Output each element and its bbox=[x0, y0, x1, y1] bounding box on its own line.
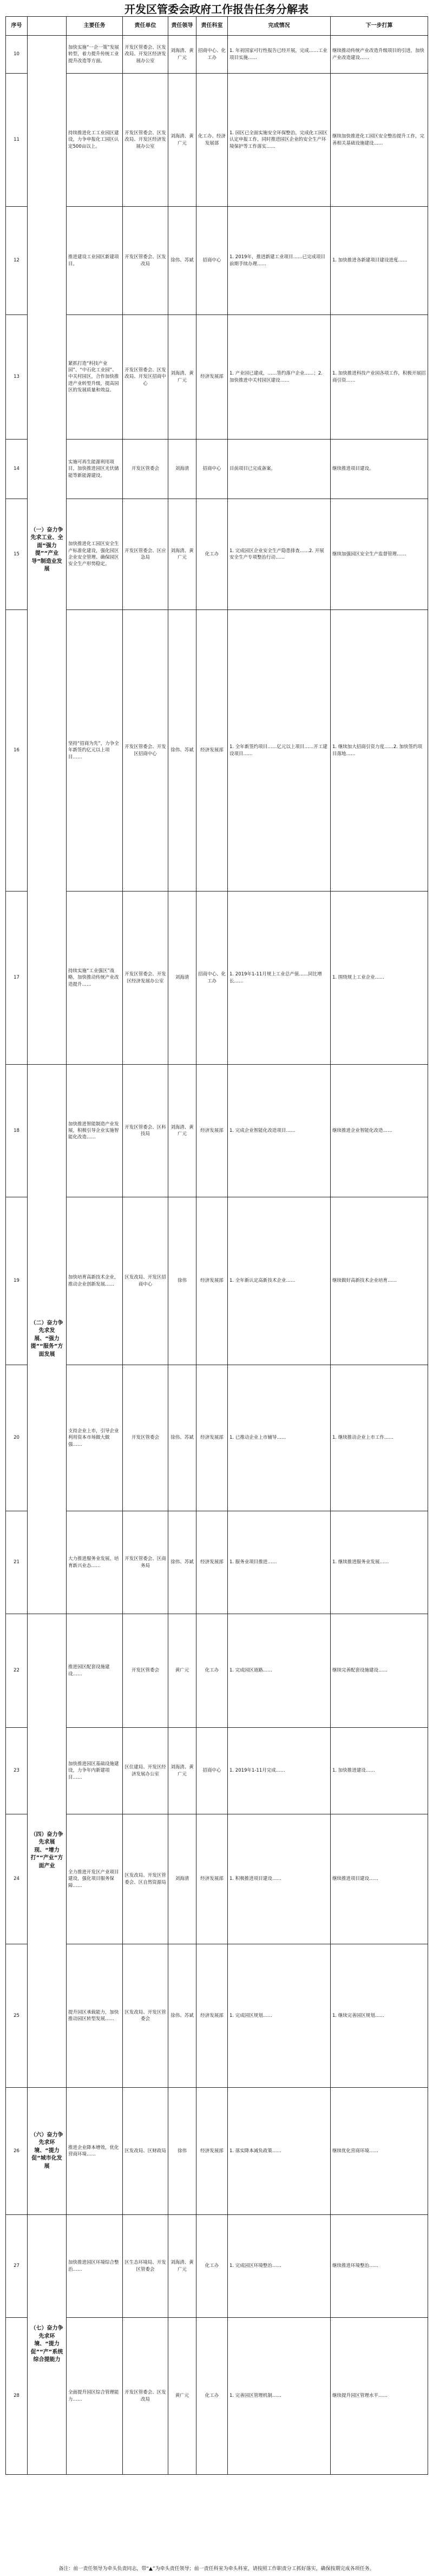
plan-cell: 1. 围绕规上工业企业…… bbox=[331, 892, 428, 1065]
status-cell: 1. 已推动企业上市辅导…… bbox=[228, 1365, 331, 1511]
plan-cell: 继续推进环境整治…… bbox=[331, 2215, 428, 2318]
row-number-cell: 15 bbox=[6, 499, 28, 610]
plan-cell: 1. 继续推动企业上市工作…… bbox=[331, 1365, 428, 1511]
row-number-cell: 23 bbox=[6, 1728, 28, 1814]
plan-cell: 1. 继续推进服务业发展…… bbox=[331, 1511, 428, 1614]
task-cell: 大力推进服务业发展，培育新兴业态…… bbox=[67, 1511, 123, 1614]
plan-cell: 继续加强园区安全生产监督管理…… bbox=[331, 499, 428, 610]
leader-cell: 刘海清、黄广元 bbox=[168, 1065, 196, 1197]
table-row bbox=[6, 74, 428, 207]
footnote: 备注：前一责任领导为牵头负责同志，带“▲”为牵头责任领导；前一责任科室为牵头科室，请按照工作职责分工抓好落实，确保按期完成各项任务。 bbox=[58, 2566, 375, 2572]
dept-cell: 经济发展部 bbox=[196, 1944, 228, 2088]
task-cell: 全力推进开发区产业项目建设，强化项目服务保障…… bbox=[67, 1814, 123, 1944]
category-cell: （四）奋力争先求展现、“增力打”“产业”方面产业 bbox=[28, 1614, 67, 2088]
unit-cell: 开发区管委会 bbox=[123, 1365, 168, 1511]
row-number-cell: 10 bbox=[6, 36, 28, 74]
status-cell: 1. 完成园区环境整治…… bbox=[228, 2215, 331, 2318]
plan-cell: 继续推进企业智能化改造…… bbox=[331, 1065, 428, 1197]
unit-cell: 区发改局、开发区管委会、区自然资源局 bbox=[123, 1814, 168, 1944]
table-header-row bbox=[6, 17, 428, 36]
unit-cell: 区发改局、开发区管委会 bbox=[123, 1944, 168, 2088]
plan-cell: 继续做好高新技术企业培育…… bbox=[331, 1197, 428, 1365]
table-row bbox=[6, 315, 428, 440]
dept-cell: 招商中心、化工办 bbox=[196, 892, 228, 1065]
unit-cell: 区生态环境局、开发区管委会 bbox=[123, 2215, 168, 2318]
status-cell: 1. 服务业项目推进…… bbox=[228, 1511, 331, 1614]
row-number-cell: 20 bbox=[6, 1365, 28, 1511]
row-number-cell: 12 bbox=[6, 207, 28, 315]
task-cell: 提升园区承载能力，加快推动园区转型发展…… bbox=[67, 1944, 123, 2088]
table-row bbox=[6, 36, 428, 74]
dept-cell: 化工办 bbox=[196, 1614, 228, 1728]
header-status: 完成情况 bbox=[228, 17, 331, 36]
leader-cell: 徐伟、苏斌 bbox=[168, 1944, 196, 2088]
table-body bbox=[6, 36, 428, 2475]
plan-cell: 继续加快推进化工园区安全整治提升工作，完善相关基础设施建设…… bbox=[331, 74, 428, 207]
header-dept: 责任科室 bbox=[196, 17, 228, 36]
category-cell: （二）奋力争先求发展、“强力提”“服务”方面发展 bbox=[28, 1065, 67, 1614]
table-row bbox=[6, 207, 428, 315]
dept-cell: 经济发展部 bbox=[196, 610, 228, 892]
plan-cell: 继续推动传统产业改造升级项目的引进，加快产业改造建设…… bbox=[331, 36, 428, 74]
unit-cell: 开发区管委会 bbox=[123, 1614, 168, 1728]
header-leader: 责任领导 bbox=[168, 17, 196, 36]
dept-cell: 招商中心、化工办 bbox=[196, 36, 228, 74]
task-cell: 加快实施“一企一策”发展转型，着力提升传统工业提升改造等方面。 bbox=[67, 36, 123, 74]
unit-cell: 开发区管委会、区科技局 bbox=[123, 1065, 168, 1197]
category-cell: （六）奋力争先求环境、“提力促”城市化发展 bbox=[28, 2088, 67, 2215]
plan-cell: 1. 加快推进各新建项目建设进度…… bbox=[331, 207, 428, 315]
task-cell: 推进园区配套设施建设…… bbox=[67, 1614, 123, 1728]
category-cell: （一）奋力争先求工业、全面“强力提”“产业导”制造业发展 bbox=[28, 36, 67, 1065]
table-row bbox=[6, 1065, 428, 1197]
task-cell: 坚持“招商为先”，力争全年新签约亿元以上项目…… bbox=[67, 610, 123, 892]
table-row bbox=[6, 2318, 428, 2475]
table-row bbox=[6, 1197, 428, 1365]
status-cell: 1. 全年新认定高新技术企业…… bbox=[228, 1197, 331, 1365]
row-number-cell: 24 bbox=[6, 1814, 28, 1944]
task-cell: 推进企业降本增效，优化营商环境…… bbox=[67, 2088, 123, 2215]
dept-cell: 经济发展部 bbox=[196, 1814, 228, 1944]
task-cell: 推进建设工业园区新建项目。 bbox=[67, 207, 123, 315]
header-category bbox=[28, 17, 67, 36]
task-cell: 紧抓打造“科技产业园”、“中石化工业园”、中关村园区，合作加快推进产业转型升级，提高园区的发展质量和效益。 bbox=[67, 315, 123, 440]
task-cell: 持续实施“工业强区”战略，加快推动传统产业改造提升…… bbox=[67, 892, 123, 1065]
task-cell: 加快推进园区基础设施建设，力争年内新建项目…… bbox=[67, 1728, 123, 1814]
dept-cell: 经济发展部 bbox=[196, 1197, 228, 1365]
row-number-cell: 16 bbox=[6, 610, 28, 892]
status-cell: 1. 2019年1-11月完成…… bbox=[228, 1728, 331, 1814]
category-cell: （七）奋力争先求环境、“提力促”“产”系统综合提能力 bbox=[28, 2215, 67, 2475]
dept-cell: 经济发展部 bbox=[196, 1511, 228, 1614]
row-number-cell: 14 bbox=[6, 440, 28, 499]
plan-cell: 1. 加快推进科技产业园各项工作，积极开展招商引资…… bbox=[331, 315, 428, 440]
status-cell: 目前项目已完成备案。 bbox=[228, 440, 331, 499]
status-cell: 1. 全年新签约项目……亿元以上项目……开工建设项目…… bbox=[228, 610, 331, 892]
leader-cell: 刘海清、黄广元 bbox=[168, 36, 196, 74]
unit-cell: 区发改局、开发区招商中心 bbox=[123, 1197, 168, 1365]
task-cell: 支持企业上市，引导企业利用资本市场做大做强…… bbox=[67, 1365, 123, 1511]
leader-cell: 徐伟、苏斌 bbox=[168, 1511, 196, 1614]
dept-cell: 招商中心 bbox=[196, 440, 228, 499]
unit-cell: 开发区管委会、区发改局、开发区招商中心 bbox=[123, 315, 168, 440]
leader-cell: 刘海清、黄广元 bbox=[168, 74, 196, 207]
dept-cell: 招商中心 bbox=[196, 1728, 228, 1814]
plan-cell: 继续优化营商环境…… bbox=[331, 2088, 428, 2215]
dept-cell: 招商中心 bbox=[196, 207, 228, 315]
leader-cell: 刘海清 bbox=[168, 440, 196, 499]
unit-cell: 开发区管委会、区商务局 bbox=[123, 1511, 168, 1614]
unit-cell: 区发改局、区财政局 bbox=[123, 2088, 168, 2215]
table-row bbox=[6, 892, 428, 1065]
unit-cell: 开发区管委会、区发改局 bbox=[123, 207, 168, 315]
plan-cell: 1. 继续完善园区规划…… bbox=[331, 1944, 428, 2088]
status-cell: 1. 园区已全面实施安全环保整治，完成化工园区认定申报工作，同时推进园区企业的安全生产环境保护等工作落实…… bbox=[228, 74, 331, 207]
task-cell: 加快培育高新技术企业，推动企业创新发展…… bbox=[67, 1197, 123, 1365]
unit-cell: 区住建局、开发区经济发展办公室 bbox=[123, 1728, 168, 1814]
table-row bbox=[6, 2215, 428, 2318]
status-cell: 1. 落实降本减负政策…… bbox=[228, 2088, 331, 2215]
task-table bbox=[5, 16, 428, 2475]
table-row bbox=[6, 1944, 428, 2088]
leader-cell: 刘海清 bbox=[168, 892, 196, 1065]
header-unit: 责任单位 bbox=[123, 17, 168, 36]
table-row bbox=[6, 499, 428, 610]
dept-cell: 化工办 bbox=[196, 2318, 228, 2475]
dept-cell: 化工办、经济发展部 bbox=[196, 74, 228, 207]
unit-cell: 开发区管委会、开发区经济发展办公室 bbox=[123, 892, 168, 1065]
leader-cell: 黄广元 bbox=[168, 1614, 196, 1728]
task-cell: 持续推进化工工业园区建设，力争申报化工园区认定500亩以上。 bbox=[67, 74, 123, 207]
unit-cell: 开发区管委会、区发改局、开发区经济发展办公室 bbox=[123, 36, 168, 74]
page-title: 开发区管委会政府工作报告任务分解表 bbox=[124, 3, 309, 16]
status-cell: 1. 完成园区企业安全生产隐患排查……2. 开展安全生产专项整治行动…… bbox=[228, 499, 331, 610]
dept-cell: 化工办 bbox=[196, 499, 228, 610]
status-cell: 1. 2019年，推进新建工业项目……已完成项目前期手续办理…… bbox=[228, 207, 331, 315]
leader-cell: 徐伟 bbox=[168, 1197, 196, 1365]
status-cell: 1. 产业园已建成，……签约落户企业……；2. 加快推进中关村园区建设…… bbox=[228, 315, 331, 440]
status-cell: 1. 2019年1-11月规上工业总产值……同比增长…… bbox=[228, 892, 331, 1065]
status-cell: 1. 完成园区道路…… bbox=[228, 1614, 331, 1728]
table-row bbox=[6, 1814, 428, 1944]
plan-cell: 1. 继续加大招商引资力度……2. 加快签约项目落地…… bbox=[331, 610, 428, 892]
table-row bbox=[6, 1511, 428, 1614]
task-cell: 加快推进化工园区安全生产标准化建设，强化园区企业安全管理、确保园区安全生产形势稳定。 bbox=[67, 499, 123, 610]
unit-cell: 开发区管委会、区发改局、开发区经济发展办公室 bbox=[123, 74, 168, 207]
plan-cell: 继续推进项目建设。 bbox=[331, 440, 428, 499]
leader-cell: 徐伟 bbox=[168, 2088, 196, 2215]
row-number-cell: 19 bbox=[6, 1197, 28, 1365]
leader-cell: 黄广元 bbox=[168, 2318, 196, 2475]
row-number-cell: 25 bbox=[6, 1944, 28, 2088]
table-row bbox=[6, 2088, 428, 2215]
task-cell: 全面提升园区综合管理能力…… bbox=[67, 2318, 123, 2475]
leader-cell: 徐伟、苏斌 bbox=[168, 1365, 196, 1511]
status-cell: 1. 完成企业智能化改造项目…… bbox=[228, 1065, 331, 1197]
leader-cell: 刘海清、黄广元 bbox=[168, 499, 196, 610]
row-number-cell: 18 bbox=[6, 1065, 28, 1197]
table-row bbox=[6, 440, 428, 499]
plan-cell: 1. 加快推进建设…… bbox=[331, 1728, 428, 1814]
row-number-cell: 17 bbox=[6, 892, 28, 1065]
row-number-cell: 22 bbox=[6, 1614, 28, 1728]
unit-cell: 开发区管委会 bbox=[123, 440, 168, 499]
dept-cell: 经济发展部 bbox=[196, 1365, 228, 1511]
row-number-cell: 27 bbox=[6, 2215, 28, 2318]
dept-cell: 经济发展部 bbox=[196, 1065, 228, 1197]
table-row bbox=[6, 1728, 428, 1814]
header-plan: 下一步打算 bbox=[331, 17, 428, 36]
dept-cell: 经济发展部 bbox=[196, 315, 228, 440]
dept-cell: 经济发展部 bbox=[196, 2088, 228, 2215]
table-row bbox=[6, 1365, 428, 1511]
table-row bbox=[6, 1614, 428, 1728]
unit-cell: 开发区管委会、区发改局 bbox=[123, 2318, 168, 2475]
plan-cell: 继续推进项目建设…… bbox=[331, 1814, 428, 1944]
header-task: 主要任务 bbox=[67, 17, 123, 36]
status-cell: 1. 完成园区规划…… bbox=[228, 1944, 331, 2088]
row-number-cell: 21 bbox=[6, 1511, 28, 1614]
dept-cell: 化工办 bbox=[196, 2215, 228, 2318]
header-no: 序号 bbox=[6, 17, 28, 36]
leader-cell: 刘海清 bbox=[168, 1814, 196, 1944]
row-number-cell: 26 bbox=[6, 2088, 28, 2215]
row-number-cell: 13 bbox=[6, 315, 28, 440]
leader-cell: 刘海清、黄广元 bbox=[168, 2215, 196, 2318]
status-cell: 1. 年初国家可行性报告已经开展，完成……工业项目实施…… bbox=[228, 36, 331, 74]
leader-cell: 刘海清、黄广元 bbox=[168, 1728, 196, 1814]
leader-cell: 徐伟、苏斌 bbox=[168, 610, 196, 892]
table-row bbox=[6, 610, 428, 892]
task-cell: 加快推进智能制造产业发展，积极引导企业实施智能化改造…… bbox=[67, 1065, 123, 1197]
leader-cell: 刘海清、黄广元 bbox=[168, 315, 196, 440]
row-number-cell: 11 bbox=[6, 74, 28, 207]
status-cell: 1. 完善园区管理机制…… bbox=[228, 2318, 331, 2475]
unit-cell: 开发区管委会、区应急局 bbox=[123, 499, 168, 610]
task-cell: 实施可再生能源利用项目，加快推进园区光伏储能等新能源建设。 bbox=[67, 440, 123, 499]
task-cell: 加快推进园区环境综合整治…… bbox=[67, 2215, 123, 2318]
row-number-cell: 28 bbox=[6, 2318, 28, 2475]
leader-cell: 徐伟、苏斌 bbox=[168, 207, 196, 315]
status-cell: 1. 积极推进项目建设…… bbox=[228, 1814, 331, 1944]
unit-cell: 开发区管委会、开发区招商中心 bbox=[123, 610, 168, 892]
plan-cell: 继续完善配套设施建设…… bbox=[331, 1614, 428, 1728]
plan-cell: 继续提升园区管理水平…… bbox=[331, 2318, 428, 2475]
